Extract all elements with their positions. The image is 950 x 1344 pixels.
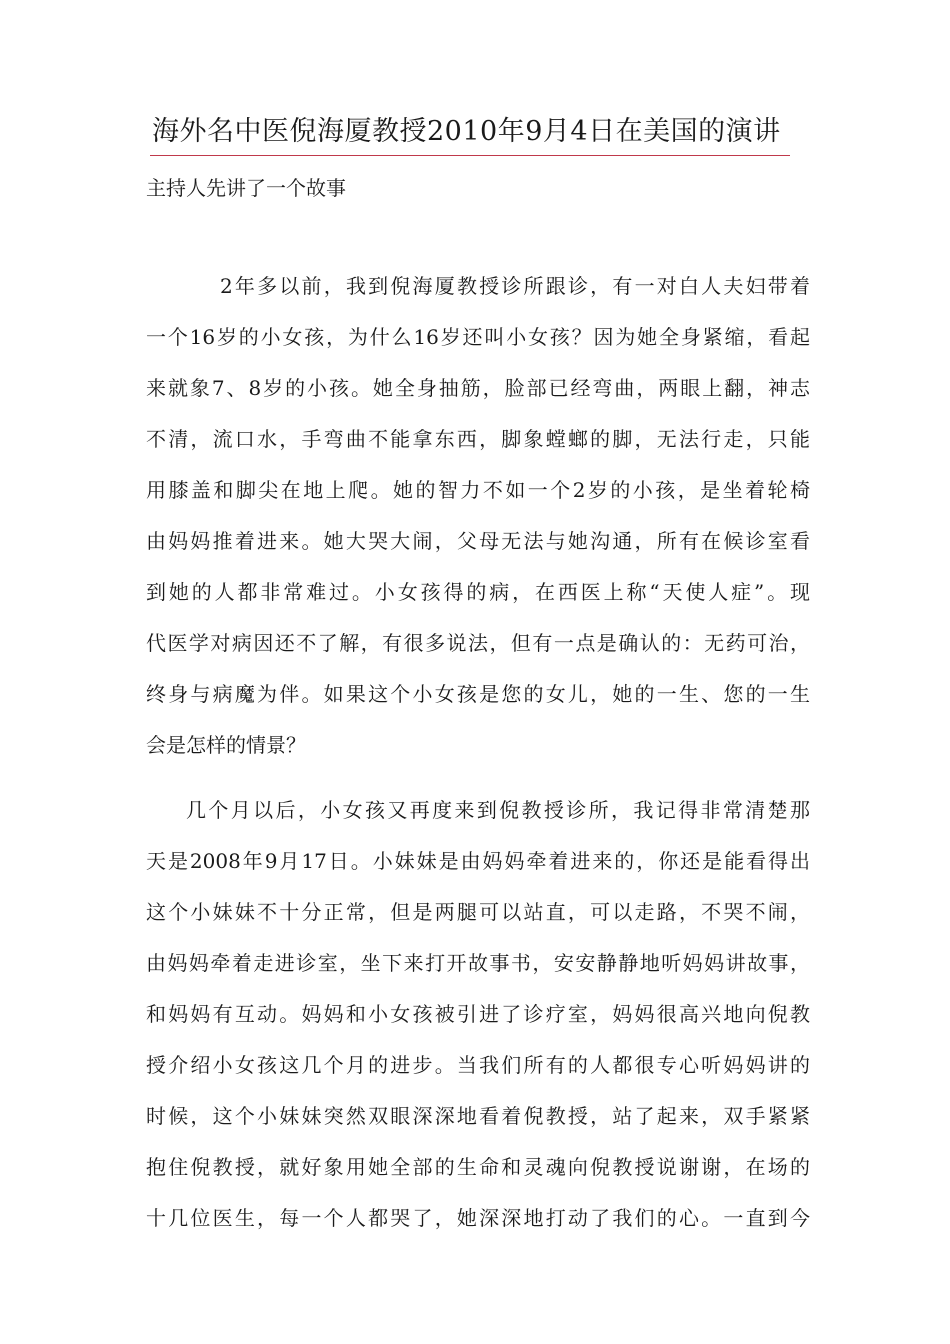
- paragraph-line: 十几位医生，每一个人都哭了，她深深地打动了我们的心。一直到今: [146, 1206, 810, 1230]
- paragraph-1: [146, 261, 810, 771]
- title-underline: [150, 155, 790, 156]
- document-title: 海外名中医倪海厦教授2010年9月4日在美国的演讲: [152, 116, 781, 147]
- paragraph-line: 用膝盖和脚尖在地上爬。她的智力不如一个2岁的小孩，是坐着轮椅: [146, 478, 810, 502]
- paragraph-line: 一个16岁的小女孩，为什么16岁还叫小女孩？因为她全身紧缩，看起: [146, 325, 810, 349]
- paragraph-line: 时候，这个小妹妹突然双眼深深地看着倪教授，站了起来，双手紧紧: [146, 1104, 810, 1128]
- document-subtitle: 主持人先讲了一个故事: [146, 176, 346, 200]
- paragraph-line: 2年多以前，我到倪海厦教授诊所跟诊，有一对白人夫妇带着: [220, 274, 810, 298]
- paragraph-line: 终身与病魔为伴。如果这个小女孩是您的女儿，她的一生、您的一生: [146, 682, 810, 706]
- paragraph-line: 不清，流口水，手弯曲不能拿东西，脚象螳螂的脚，无法行走，只能: [146, 427, 810, 451]
- paragraph-line: 这个小妹妹不十分正常，但是两腿可以站直，可以走路，不哭不闹，: [146, 900, 810, 924]
- paragraph-line: 几个月以后，小女孩又再度来到倪教授诊所，我记得非常清楚那: [186, 798, 810, 822]
- paragraph-line: 来就象7、8岁的小孩。她全身抽筋，脸部已经弯曲，两眼上翻，神志: [146, 376, 810, 400]
- paragraph-line: 和妈妈有互动。妈妈和小女孩被引进了诊疗室，妈妈很高兴地向倪教: [146, 1002, 810, 1026]
- paragraph-line: 授介绍小女孩这几个月的进步。当我们所有的人都很专心听妈妈讲的: [146, 1053, 810, 1077]
- paragraph-line: 代医学对病因还不了解，有很多说法，但有一点是确认的：无药可治，: [146, 631, 810, 655]
- paragraph-line: 天是2008年9月17日。小妹妹是由妈妈牵着进来的，你还是能看得出: [146, 849, 810, 873]
- paragraph-line: 抱住倪教授，就好象用她全部的生命和灵魂向倪教授说谢谢，在场的: [146, 1155, 810, 1179]
- paragraph-line: 到她的人都非常难过。小女孩得的病，在西医上称“天使人症”。现: [146, 580, 810, 604]
- paragraph-2: [146, 785, 810, 1244]
- paragraph-line: 由妈妈牵着走进诊室，坐下来打开故事书，安安静静地听妈妈讲故事，: [146, 951, 810, 975]
- paragraph-line: 由妈妈推着进来。她大哭大闹，父母无法与她沟通，所有在候诊室看: [146, 529, 810, 553]
- paragraph-line: 会是怎样的情景？: [146, 733, 306, 757]
